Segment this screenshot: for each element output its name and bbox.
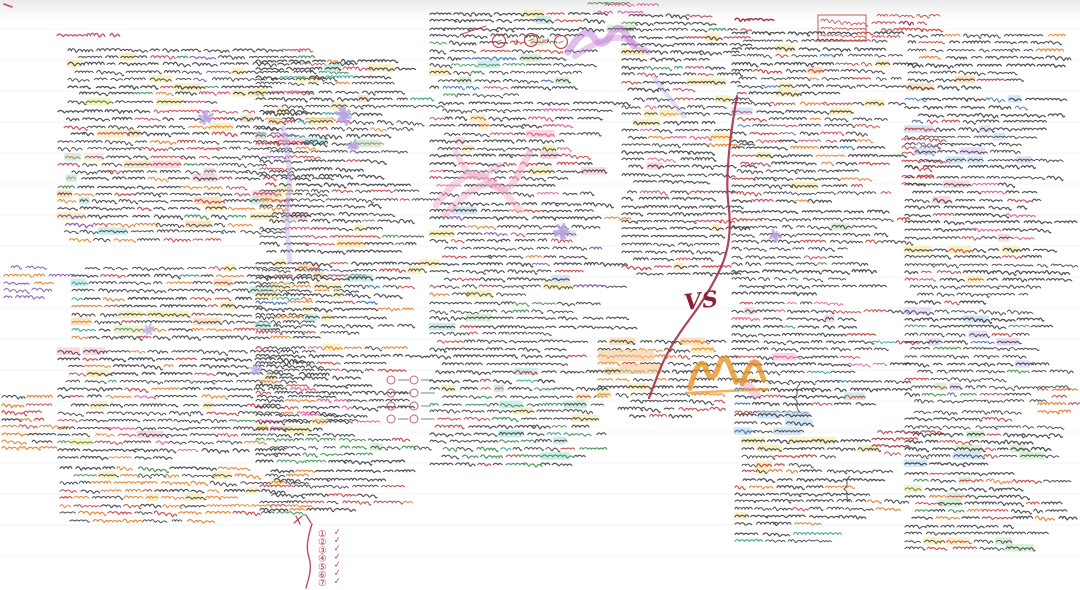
col5-heading [735, 18, 774, 21]
flower-doodle [770, 230, 780, 241]
left-col-lower [57, 347, 358, 459]
col4-upper [621, 14, 752, 92]
vs-annotation: VS [682, 285, 721, 317]
left-col-title [57, 33, 120, 37]
brace-annotation [844, 476, 850, 502]
flower-doodle [200, 112, 213, 124]
checklist-number: ② [318, 537, 327, 549]
checklist-number: ④ [318, 553, 327, 565]
col5-margin-red [902, 138, 950, 186]
col6-bottom [904, 472, 1077, 551]
flow-arrow-icon: → [542, 36, 550, 46]
flow-arrow-icon: → [511, 37, 519, 47]
col5-lower [732, 210, 913, 295]
checklist-number: ⑥ [318, 570, 327, 581]
col5-sidenote [872, 431, 943, 456]
flower-doodle [144, 325, 155, 335]
check-icon: ✓ [333, 576, 342, 588]
col3-bottom [430, 379, 608, 467]
pink-marker-blob [744, 382, 756, 394]
left-col-mid [71, 264, 367, 340]
red-note-box [818, 15, 868, 41]
col6-dense [904, 307, 1074, 403]
checklist-number: ⑦ [318, 578, 327, 590]
checklist-number: ⑤ [318, 561, 327, 573]
score-mark [306, 515, 311, 523]
checklist [318, 527, 342, 589]
check-icon: ✓ [333, 535, 342, 547]
col5-tail [735, 532, 841, 542]
col4-lower [622, 191, 750, 276]
col5-blue-items [734, 411, 814, 435]
corner-mark [4, 4, 12, 7]
col2-fusion [255, 259, 441, 335]
col6-top [907, 34, 1071, 91]
check-icon: ✓ [333, 543, 342, 555]
col5-brace-block [735, 380, 911, 414]
left-margin-lower [2, 395, 70, 450]
check-icon: ✓ [333, 527, 342, 538]
col3-top [429, 10, 637, 98]
col6-notes [904, 246, 1078, 305]
orange-highlight-patch [598, 350, 654, 361]
check-icon: ✓ [333, 568, 342, 579]
col6-mid [905, 176, 1077, 241]
col3-mid [429, 202, 632, 297]
col2-green [256, 438, 431, 465]
col5-mid [731, 99, 907, 203]
col6-list [904, 95, 1067, 169]
check-icon: ✓ [333, 551, 342, 563]
col6-lower [904, 411, 1064, 467]
check-icon: ✓ [333, 559, 342, 571]
orange-highlight-patch [620, 364, 662, 374]
col5-yellow-block [741, 437, 881, 469]
checklist-number: ③ [318, 545, 327, 557]
col5-boxnote-text [872, 14, 943, 37]
col5-bottom [734, 467, 909, 526]
left-margin-upper [4, 266, 73, 299]
col4-tail [618, 400, 725, 418]
col4-top-note [598, 4, 659, 14]
left-col-bottom [60, 466, 312, 523]
checklist-number: ① [318, 529, 327, 540]
